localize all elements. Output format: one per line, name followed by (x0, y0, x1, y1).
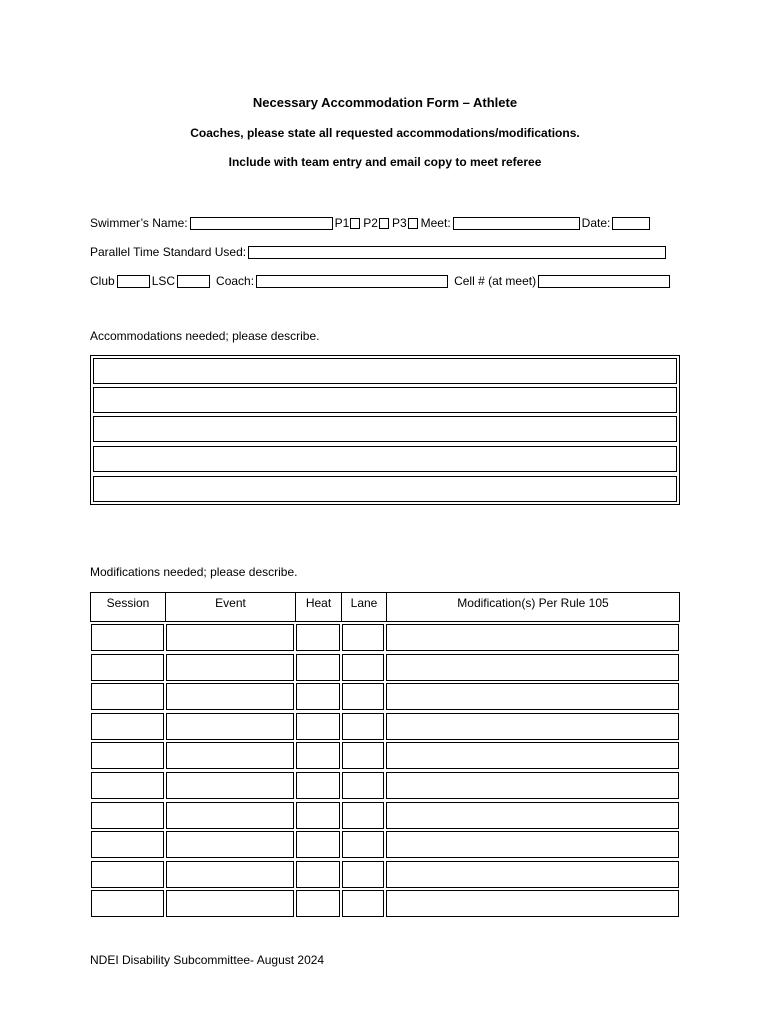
modification-event-cell[interactable] (166, 831, 294, 858)
modification-heat-cell[interactable] (296, 683, 340, 710)
p3-label: P3 (391, 216, 407, 230)
club-field[interactable] (117, 275, 150, 288)
p2-label: P2 (363, 216, 378, 230)
p1-label: P1 (334, 216, 350, 230)
modification-heat-cell[interactable] (296, 654, 340, 681)
modification-event-cell[interactable] (166, 742, 294, 769)
form-title: Necessary Accommodation Form – Athlete (252, 95, 518, 110)
form-subtitle-instructions: Coaches, please state all requested accommodations/modifications. (190, 126, 580, 140)
modification-heat-cell[interactable] (296, 831, 340, 858)
accommodation-row-5[interactable] (93, 476, 677, 502)
modification-session-cell[interactable] (91, 624, 164, 651)
swimmer-name-label: Swimmer’s Name: (90, 216, 188, 230)
date-field[interactable] (612, 217, 650, 230)
modification-lane-cell[interactable] (342, 713, 384, 740)
modification-modification-cell[interactable] (386, 890, 679, 917)
modification-session-cell[interactable] (91, 683, 164, 710)
accommodations-label: Accommodations needed; please describe. (90, 329, 320, 343)
club-label: Club (90, 274, 115, 288)
modification-event-cell[interactable] (166, 802, 294, 829)
modification-lane-cell[interactable] (342, 624, 384, 651)
modification-lane-cell[interactable] (342, 802, 384, 829)
form-subtitle-submission: Include with team entry and email copy to meet referee (228, 155, 542, 169)
modification-modification-cell[interactable] (386, 772, 679, 799)
modification-heat-cell[interactable] (296, 861, 340, 888)
modification-modification-cell[interactable] (386, 831, 679, 858)
modification-lane-cell[interactable] (342, 683, 384, 710)
modification-session-cell[interactable] (91, 861, 164, 888)
cell-field[interactable] (538, 275, 670, 288)
column-header-event: Event (215, 596, 246, 610)
modification-session-cell[interactable] (91, 890, 164, 917)
modification-modification-cell[interactable] (386, 713, 679, 740)
modification-lane-cell[interactable] (342, 831, 384, 858)
coach-label: Coach: (216, 274, 255, 288)
column-header-heat: Heat (305, 596, 332, 610)
modification-heat-cell[interactable] (296, 713, 340, 740)
coach-field[interactable] (256, 275, 448, 288)
modification-heat-cell[interactable] (296, 772, 340, 799)
swimmer-name-field[interactable] (190, 217, 333, 230)
modification-modification-cell[interactable] (386, 683, 679, 710)
accommodations-table (90, 355, 680, 505)
modification-event-cell[interactable] (166, 861, 294, 888)
accommodation-row-2[interactable] (93, 387, 677, 413)
modification-session-cell[interactable] (91, 772, 164, 799)
modification-session-cell[interactable] (91, 802, 164, 829)
modification-heat-cell[interactable] (296, 802, 340, 829)
modification-lane-cell[interactable] (342, 654, 384, 681)
modifications-table-header (90, 592, 680, 622)
column-header-modifications: Modification(s) Per Rule 105 (457, 596, 609, 610)
column-header-session: Session (106, 596, 150, 610)
lsc-field[interactable] (177, 275, 210, 288)
modification-heat-cell[interactable] (296, 890, 340, 917)
p3-checkbox[interactable] (408, 218, 418, 229)
modification-modification-cell[interactable] (386, 654, 679, 681)
modification-modification-cell[interactable] (386, 802, 679, 829)
accommodation-row-1[interactable] (93, 358, 677, 384)
modification-session-cell[interactable] (91, 654, 164, 681)
modification-event-cell[interactable] (166, 683, 294, 710)
cell-label: Cell # (at meet) (454, 274, 537, 288)
modification-event-cell[interactable] (166, 654, 294, 681)
modification-session-cell[interactable] (91, 742, 164, 769)
modification-lane-cell[interactable] (342, 861, 384, 888)
date-label: Date: (581, 216, 611, 230)
modification-session-cell[interactable] (91, 713, 164, 740)
p1-checkbox[interactable] (350, 218, 360, 229)
modifications-label: Modifications needed; please describe. (90, 565, 298, 579)
modification-modification-cell[interactable] (386, 861, 679, 888)
modification-lane-cell[interactable] (342, 742, 384, 769)
accommodation-row-4[interactable] (93, 446, 677, 472)
parallel-standard-label: Parallel Time Standard Used: (90, 245, 247, 259)
modification-modification-cell[interactable] (386, 742, 679, 769)
column-header-lane: Lane (350, 596, 378, 610)
modification-session-cell[interactable] (91, 831, 164, 858)
club-coach-row (90, 268, 672, 288)
lsc-label: LSC (151, 274, 176, 288)
modification-event-cell[interactable] (166, 890, 294, 917)
modification-lane-cell[interactable] (342, 772, 384, 799)
modification-heat-cell[interactable] (296, 624, 340, 651)
modification-event-cell[interactable] (166, 713, 294, 740)
modification-lane-cell[interactable] (342, 890, 384, 917)
footer-text: NDEI Disability Subcommittee- August 2024 (90, 953, 325, 967)
swimmer-info-row (90, 210, 652, 230)
p2-checkbox[interactable] (379, 218, 389, 229)
parallel-standard-field[interactable] (248, 246, 666, 259)
modification-heat-cell[interactable] (296, 742, 340, 769)
modification-event-cell[interactable] (166, 772, 294, 799)
meet-label: Meet: (420, 216, 451, 230)
modification-event-cell[interactable] (166, 624, 294, 651)
accommodation-row-3[interactable] (93, 416, 677, 442)
modification-modification-cell[interactable] (386, 624, 679, 651)
parallel-standard-row (90, 239, 668, 259)
meet-field[interactable] (453, 217, 580, 230)
